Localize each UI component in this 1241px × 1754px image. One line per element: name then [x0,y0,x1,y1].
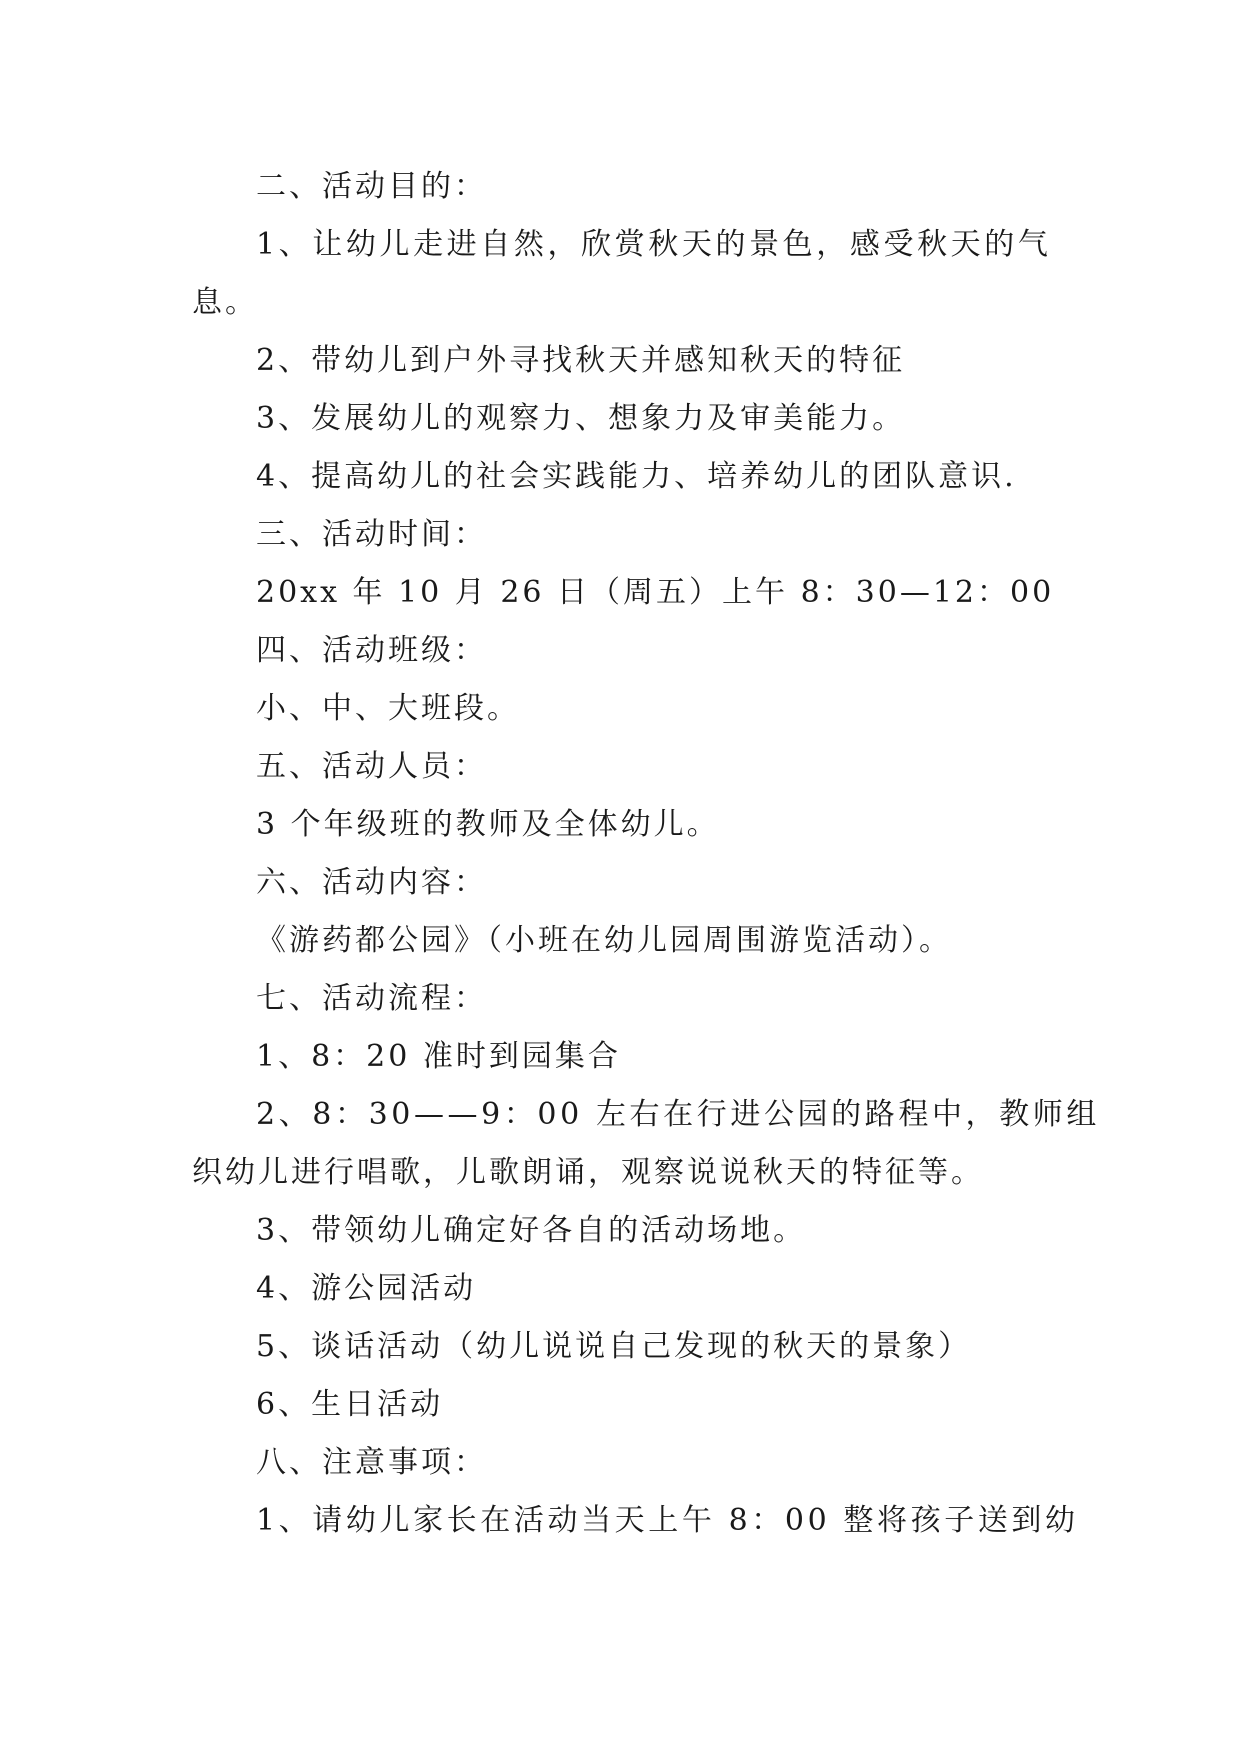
purpose-item-4: 4、提高幼儿的社会实践能力、培养幼儿的团队意识. [256,459,1017,494]
purpose-item-3: 3、发展幼儿的观察力、想象力及审美能力。 [256,401,906,436]
section-heading-staff: 五、活动人员： [256,749,487,784]
activity-time: 20xx 年 10 月 26 日（周五）上午 8：30—12：00 [256,575,1055,610]
activity-staff: 3 个年级班的教师及全体幼儿。 [256,807,720,842]
section-heading-time: 三、活动时间： [256,517,487,552]
section-heading-purpose: 二、活动目的： [256,169,487,204]
section-heading-classes: 四、活动班级： [256,633,487,668]
section-heading-notes: 八、注意事项： [256,1445,487,1480]
process-item-1: 1、8：20 准时到园集合 [256,1039,621,1074]
process-item-2: 2、8：30——9：00 左右在行进公园的路程中，教师组 [256,1097,1100,1132]
process-item-4: 4、游公园活动 [256,1271,477,1306]
purpose-item-1: 1、让幼儿走进自然，欣赏秋天的景色，感受秋天的气 [256,227,1052,262]
activity-classes: 小、中、大班段。 [256,691,520,726]
process-item-2-continued: 织幼儿进行唱歌，儿歌朗诵，观察说说秋天的特征等。 [192,1155,984,1190]
notes-item-1: 1、请幼儿家长在活动当天上午 8：00 整将孩子送到幼 [256,1503,1079,1538]
process-item-5: 5、谈话活动（幼儿说说自己发现的秋天的景象） [256,1329,972,1364]
purpose-item-1-continued: 息。 [192,285,258,320]
section-heading-process: 七、活动流程： [256,981,487,1016]
document-body [192,158,1100,1550]
purpose-item-2: 2、带幼儿到户外寻找秋天并感知秋天的特征 [256,343,906,378]
process-item-6: 6、生日活动 [256,1387,444,1422]
activity-content: 《游药都公园》（小班在幼儿园周围游览活动）。 [256,923,952,958]
section-heading-content: 六、活动内容： [256,865,487,900]
process-item-3: 3、带领幼儿确定好各自的活动场地。 [256,1213,807,1248]
